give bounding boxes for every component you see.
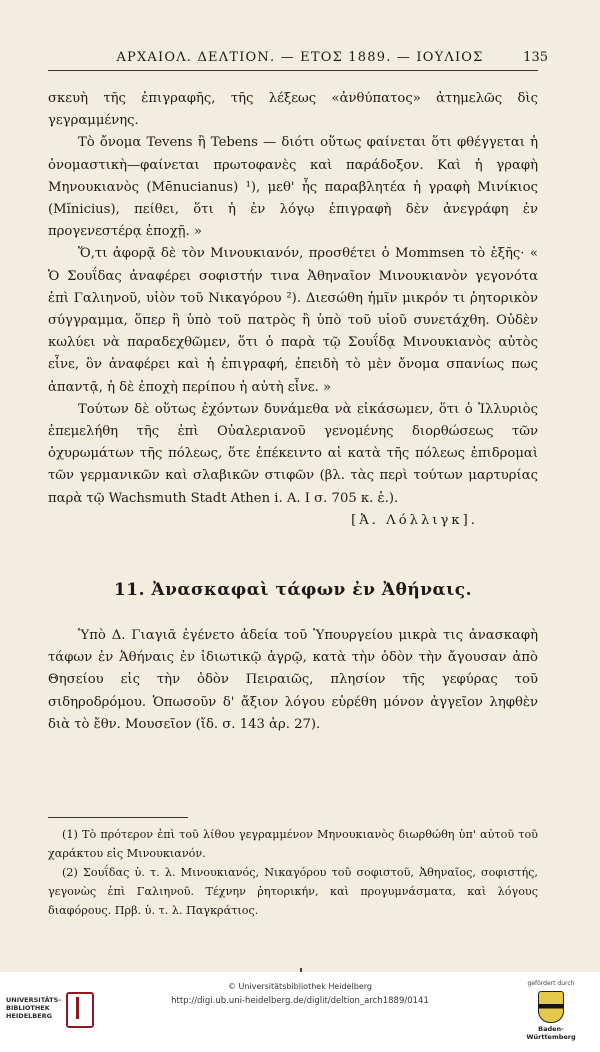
funder-block (516, 980, 586, 1041)
paragraph: Τὸ ὄνομα Tevens ἢ Tebens — διότι οὕτως φαίνεται ὅτι φθέγγεται ἡ ὀνομαστικὴ—φαίνεται πρωτοφανὲς καὶ παράδοξον. Καὶ ἡ γραφὴ Μηνουκιανὸς (Mēnucianus) ¹), μεθ' ἧς παραβλητέα ἡ γραφὴ Μινίκιος (Mĭnicius), πείθει, ὅτι ἡ ἐν λόγῳ ἐπιγραφὴ δὲν ἀνεγράφη ἐν προγενεστέρᾳ ἐποχῇ. » (48, 135, 538, 240)
library-logo[interactable] (6, 984, 126, 1040)
copyright-notice: © Universitätsbibliothek Heidelberg (227, 982, 372, 991)
section-text (48, 625, 538, 736)
running-header (0, 48, 600, 70)
footnote-rule (48, 817, 188, 818)
running-title: ΑΡΧΑΙΟΛ. ΔΕΛΤΙΟΝ. — ΕΤΟΣ 1889. — ΙΟΥΛΙΟΣ (116, 50, 484, 65)
main-text (48, 88, 538, 532)
section-heading: 11. Ἀνασκαφαὶ τάφων ἐν Ἀθήναις. (113, 580, 473, 600)
paragraph: Ὅ,τι ἀφορᾷ δὲ τὸν Μινουκιανόν, προσθέτει ὁ Mommsen τὸ ἑξῆς· « Ὁ Σουΐδας ἀναφέρει σοφιστήν τινα Ἀθηναῖον Μινουκιανὸν γεγονότα ἐπὶ Γαλιηνοῦ, υἱὸν τοῦ Νικαγόρου ²). Διεσώθη ἡμῖν μικρόν τι ῥητορικὸν σύγγραμμα, ὅπερ ἢ ὑπὸ τοῦ πατρὸς ἢ ὑπὸ τοῦ υἱοῦ συνετάχθη. Οὐδὲν κωλύει νὰ παραδεχθῶμεν, ὅτι ὁ παρὰ τῷ Σουΐδᾳ Μινουκιανὸς αὐτὸς εἶνε, ὃν ἀναφέρει καὶ ἡ ἐπιγραφή, ἐπειδὴ τὸ μὲν ὄνομα σπανίως πως ἀπαντᾷ, ἡ δὲ ἐποχὴ περίπου ἡ αὐτὴ εἶνε. » (48, 246, 538, 395)
paragraph: Ὑπὸ Δ. Γιαγιᾶ ἐγένετο ἀδεία τοῦ Ὑπουργείου μικρὰ τις ἀνασκαφὴ τάφων ἐν Ἀθήναις ἐν ἰδιωτικῷ ἀγρῷ, κατὰ τὴν ὁδὸν τὴν ἄγουσαν ἀπὸ Θησείου εἰς τὴν ὁδὸν Πειραιῶς, πλησίον τῆς γεφύρας τοῦ σιδηροδρόμου. Ὁπωσοῦν δ' ἄξιον λόγου εὑρέθη μόνον ἀγγεῖον ληφθὲν διὰ τὸ ἔθν. Μουσεῖον (ἴδ. σ. 143 ἀρ. 27). (48, 628, 538, 732)
header-rule (48, 70, 538, 71)
paragraph: σκευὴ τῆς ἐπιγραφῆς, τῆς λέξεως «ἀνθύπατος» ἀτημελῶς δὶς γεγραμμένης. (48, 91, 538, 129)
digitization-footer (0, 972, 600, 1052)
library-name: UNIVERSITÄTS- BIBLIOTHEK HEIDELBERG (6, 996, 61, 1020)
funded-by-label: gefördert durch (527, 980, 575, 987)
coat-of-arms-icon (538, 991, 564, 1023)
footnote: (1) Τὸ πρότερον ἐπὶ τοῦ λίθου γεγραμμένον Μηνουκιανὸς διωρθώθη ὑπ' αὐτοῦ τοῦ χαράκτου εἰς Μινουκιανόν. (48, 828, 538, 860)
page-number: 135 (523, 50, 548, 65)
footnotes (48, 825, 538, 920)
paragraph: Τούτων δὲ οὕτως ἐχόντων δυνάμεθα νὰ εἰκάσωμεν, ὅτι ὁ Ἰλλυριὸς ἐπεμελήθη τῆς ἐπὶ Οὐαλεριανοῦ γενομένης διορθώσεως τῶν ὀχυρωμάτων τῆς πόλεως, ὅτε ἐπέκειντο αἱ κατὰ τῆς πόλεως ἐπιδρομαὶ τῶν γερμανικῶν καὶ σλαβικῶν στιφῶν (βλ. τὰς περὶ τούτων μαρτυρίας παρὰ τῷ Wachsmuth Stadt Athen i. A. I σ. 705 κ. ἑ.). (48, 401, 538, 506)
author-signature: [Ἀ. Λόλλιγκ]. (351, 512, 478, 528)
funder-name: Baden-Württemberg (526, 1025, 576, 1041)
permalink[interactable]: http://digi.ub.uni-heidelberg.de/diglit/deltion_arch1889/0141 (171, 996, 429, 1006)
footnote: (2) Σουΐδας ὑ. τ. λ. Μινουκιανός, Νικαγόρου τοῦ σοφιστοῦ, Ἀθηναῖος, σοφιστής, γεγονὼς ἐπὶ Γαλιηνοῦ. Τέχνην ῥητορικήν, καὶ προγυμνάσματα, καὶ λόγους διαφόρους. Πρβ. ὑ. τ. λ. Παγκράτιος. (48, 866, 538, 917)
